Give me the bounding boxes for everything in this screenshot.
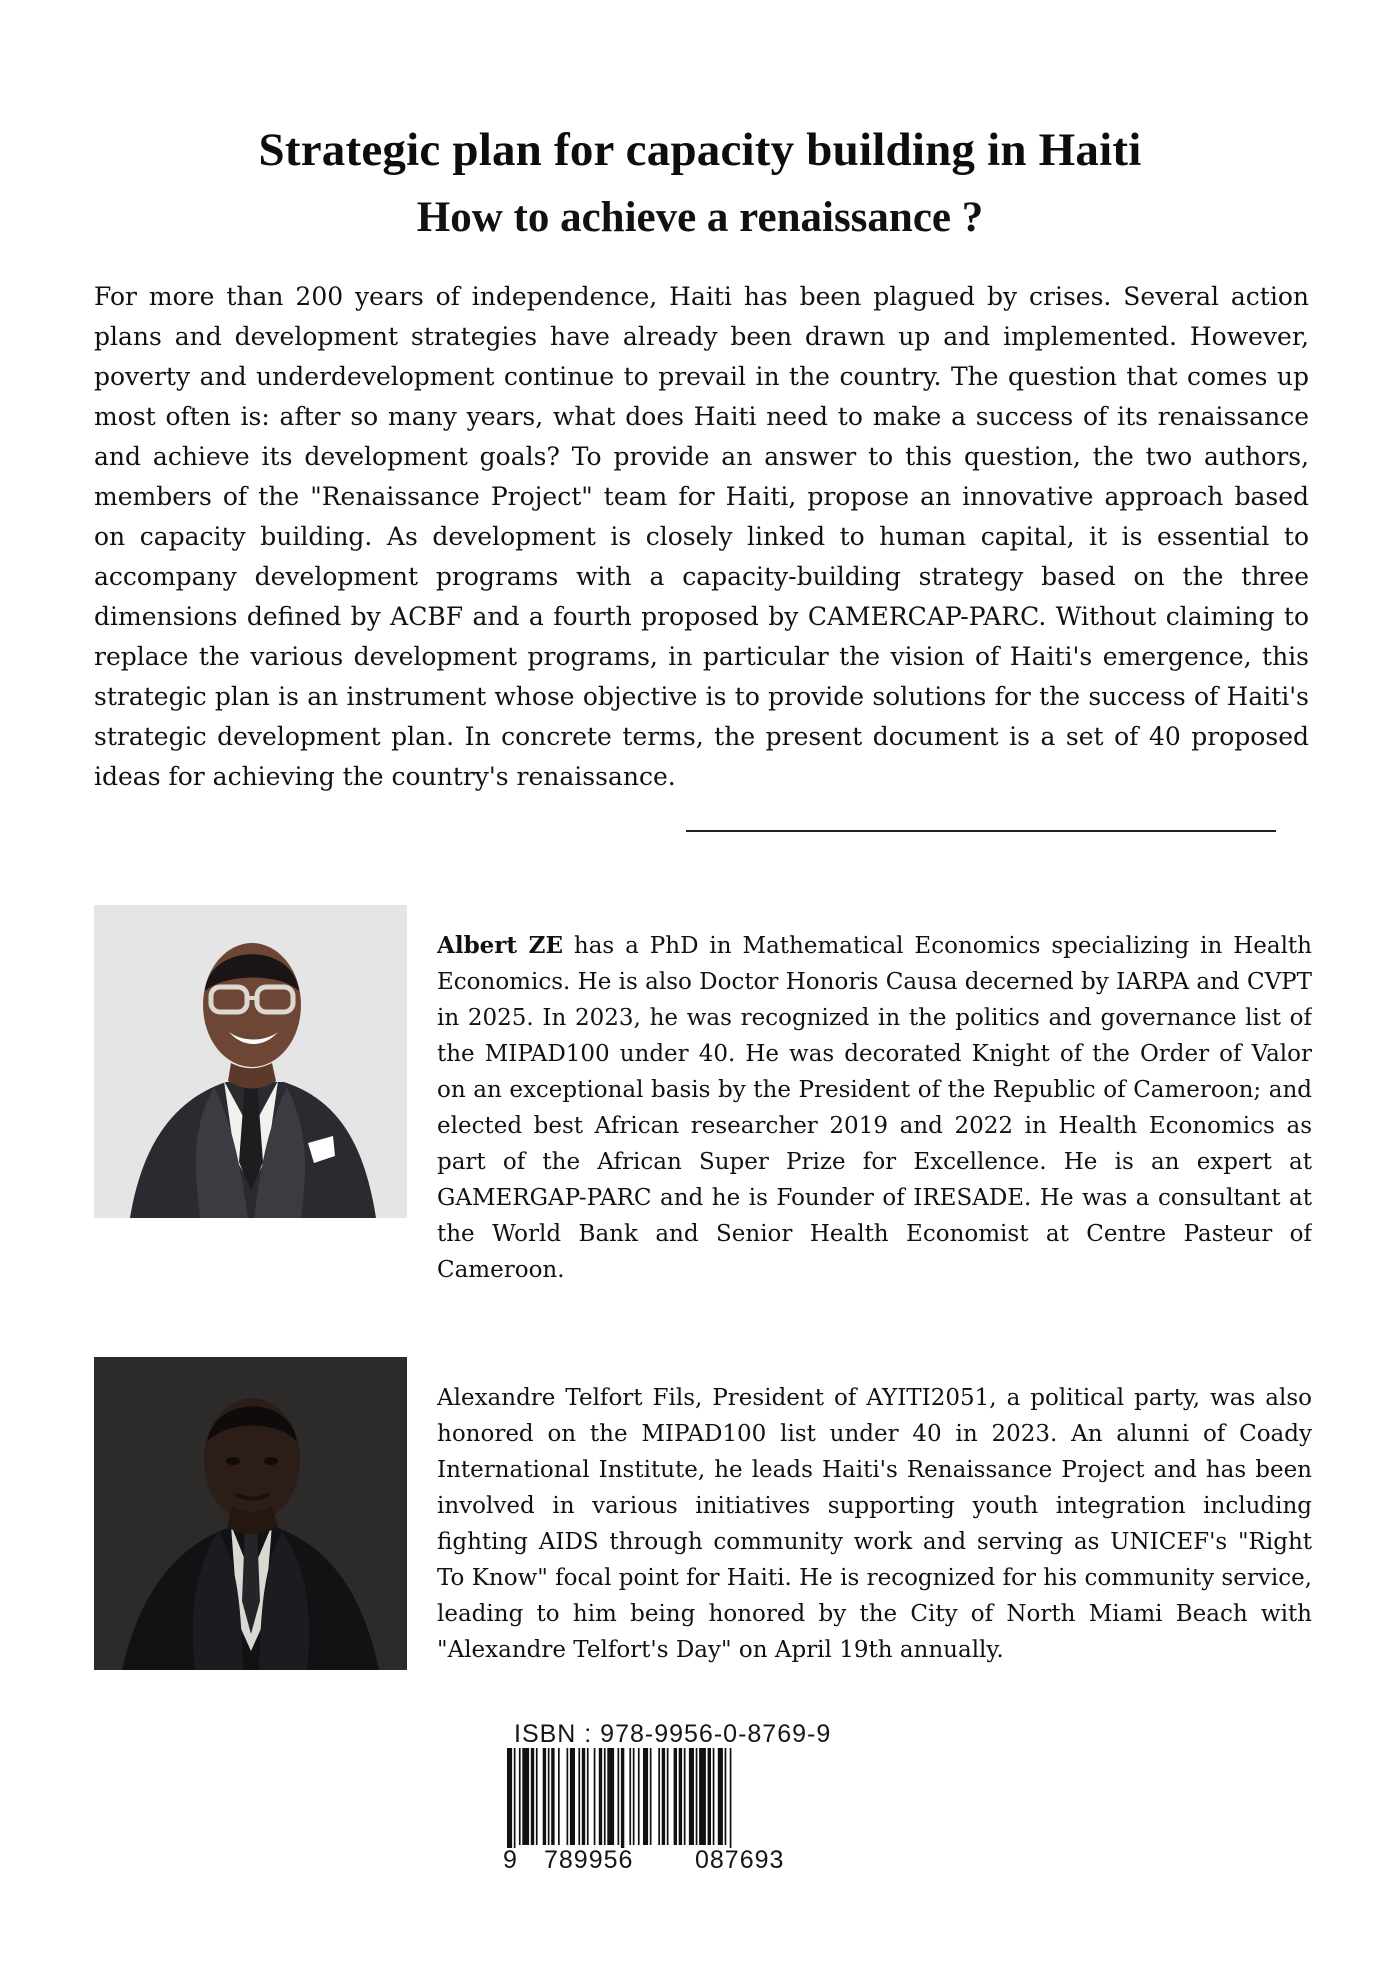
barcode-bar [514,1748,516,1856]
barcode-bar [578,1748,580,1845]
barcode-bar [604,1748,606,1845]
barcode-icon [503,1748,807,1856]
man-in-suit-portrait-icon [94,905,407,1218]
barcode-bar [718,1748,723,1845]
barcode-bar [629,1748,631,1845]
book-title: Strategic plan for capacity building in Haiti [258,124,1142,177]
barcode-bar [725,1748,727,1845]
barcode-bar [674,1748,677,1845]
barcode-bar [548,1748,550,1845]
barcode-bar [507,1748,512,1856]
barcode-bar [650,1748,652,1845]
author-photo [94,1357,407,1670]
author-profile-alexandre-telfort [0,1357,1400,1697]
barcode-bar [618,1748,620,1845]
barcode-bar [543,1748,546,1845]
barcode-bar [638,1748,640,1845]
section-divider [686,830,1276,832]
barcode-bar [684,1748,686,1845]
barcode-bar [689,1748,694,1845]
barcode-bar [582,1748,585,1845]
barcode-bar [730,1748,732,1856]
barcode-bar [587,1748,589,1845]
barcode-digit-group: 087693 [695,1846,785,1874]
barcode-bar [531,1748,534,1845]
barcode-bar [599,1748,602,1845]
barcode-bar [551,1748,554,1845]
barcode-bar [643,1748,648,1845]
book-summary: For more than 200 years of independence, Haiti has been plagued by crises. Several action plans and development strategies have already been drawn up and implemented. However, poverty and underdevelopment continue to prevail in the country. The question that comes up most often is: after so many years, what does Haiti need to make a success of its renaissance and achieve its development goals? To provide an answer to this question, the two authors, members of the "Renaissance Project" team for Haiti, propose an innovative approach based on capacity building. As development is closely linked to human capital, it is essential to accompany development programs with a capacity-building strategy based on the three dimensions defined by ACBF and a fourth proposed by CAMERCAP-PARC. Without claiming to replace the various development programs, in particular the vision of Haiti's emergence, this strategic plan is an instrument whose objective is to provide solutions for the success of Haiti's strategic development plan. In concrete terms, the present document is a set of 40 proposed ideas for achieving the country's renaissance. [94,282,1309,791]
author-photo [94,905,407,1218]
isbn-barcode [503,1748,807,1856]
barcode-bar [570,1748,575,1845]
barcode-bar [522,1748,529,1845]
isbn-label: ISBN : 978-9956-0-8769-9 [514,1720,832,1748]
barcode-bar [558,1748,560,1845]
author-bio: Alexandre Telfort Fils, President of AYITI2051, a political party, was also honored on the MIPAD100 list under 40 in 2023. An alunni of Coady International Institute, he leads Haiti's Renaissance Project and has been involved in various initiatives supporting youth integration including fighting AIDS through community work and serving as UNICEF's "Right To Know" focal point for Haiti. He is recognized for his community service, leading to him being honored by the City of North Miami Beach with "Alexandre Telfort's Day" on April 19th annually. [437,1385,1312,1663]
barcode-bar [658,1748,660,1845]
barcode-bar [519,1748,521,1845]
barcode-digit-group: 9 [503,1846,518,1874]
barcode-bar [679,1748,682,1845]
author-name: Albert ZE [437,932,563,959]
barcode-bar [699,1748,706,1845]
barcode-bar [708,1748,711,1845]
barcode-bar [567,1748,569,1845]
barcode-bar [662,1748,665,1845]
author-bio [437,928,1312,1288]
barcode-bar [607,1748,614,1845]
author-bio-text: has a PhD in Mathematical Economics specializing in Health Economics. He is also Doctor Honoris Causa decerned by IARPA and CVPT in 2025. In 2023, he was recognized in the politics and governance list of the MIPAD100 under 40. He was decorated Knight of the Order of Valor on an exceptional basis by the President of the Republic of Cameroon; and elected best African researcher 2019 and 2022 in Health Economics as part of the African Super Prize for Excellence. He is an expert at GAMERGAP-PARC and he is Founder of IRESADE. He was a consultant at the World Bank and Senior Health Economist at Centre Pasteur of Cameroon. [437,933,1312,1283]
barcode-bar [633,1748,635,1845]
barcode-bar [667,1748,669,1845]
barcode-digit-group: 789956 [544,1846,634,1874]
barcode-bar [536,1748,538,1845]
barcode-bar [696,1748,698,1845]
book-subtitle: How to achieve a renaissance ? [416,193,984,241]
barcode-bar [594,1748,596,1845]
barcode-bar [621,1748,624,1856]
author-profile-albert-ze [0,905,1400,1283]
man-in-dark-suit-portrait-icon [94,1357,407,1670]
barcode-bar [713,1748,715,1845]
